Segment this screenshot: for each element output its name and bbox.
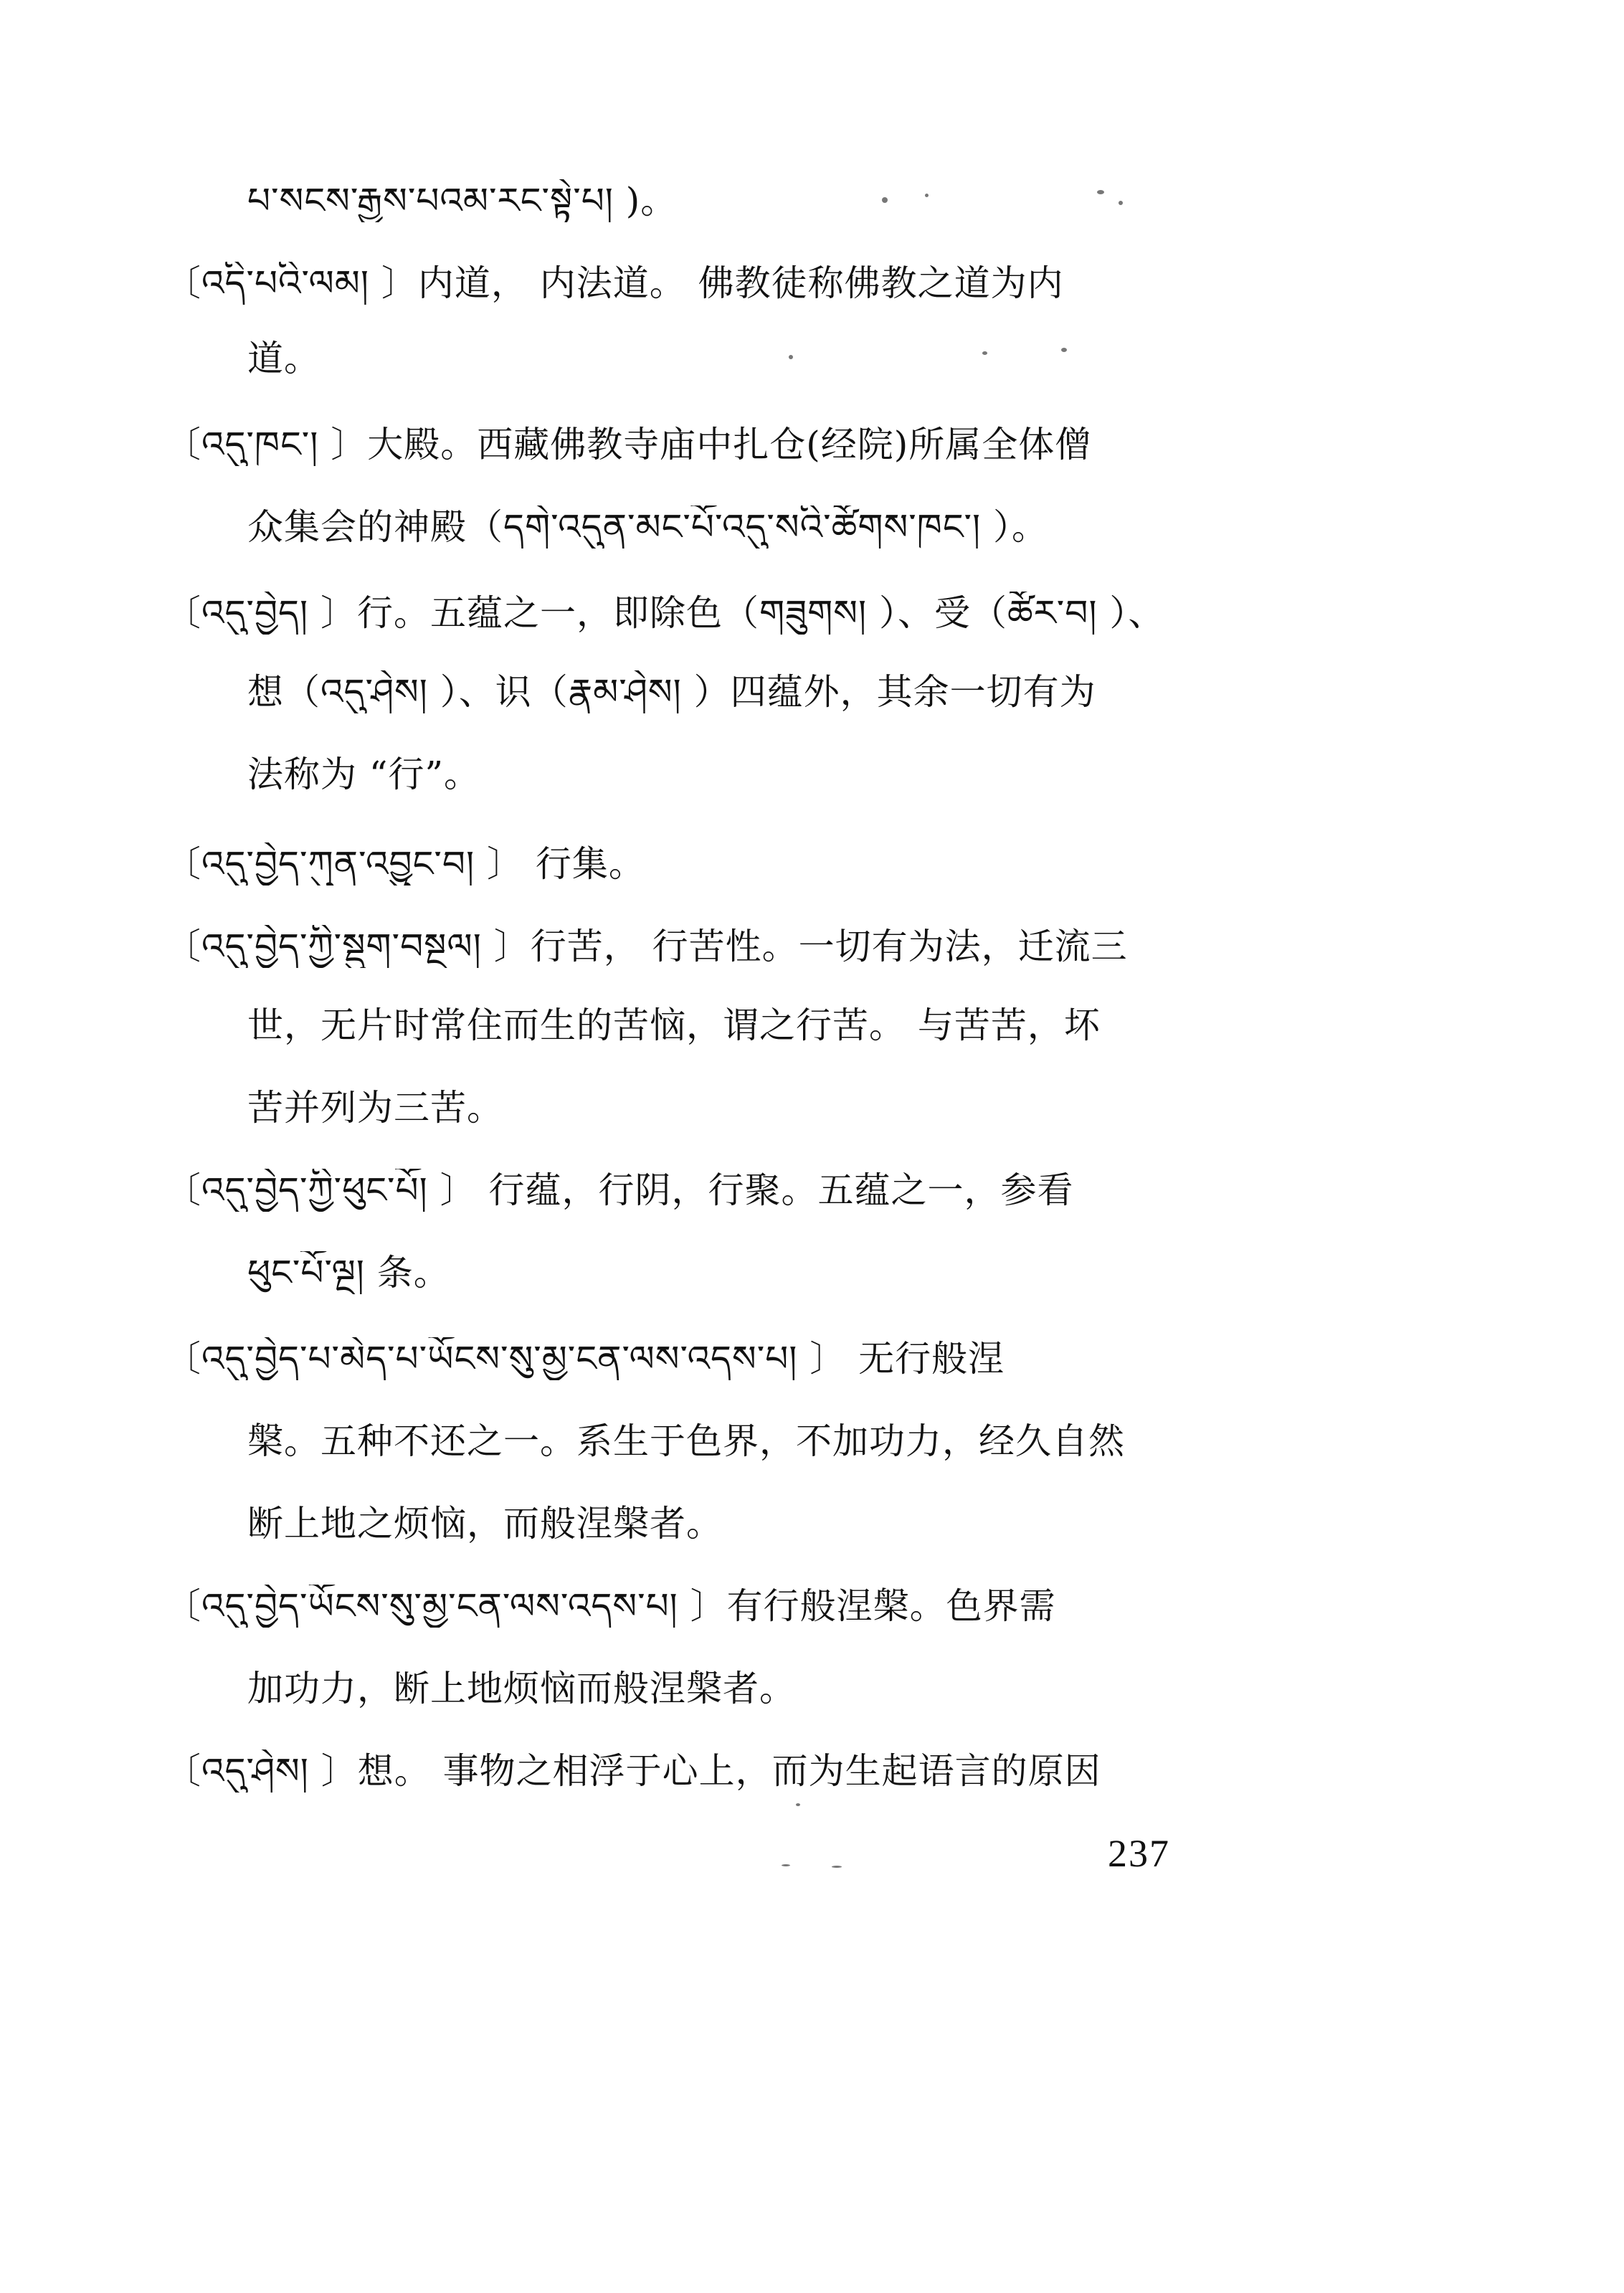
entry-line: ཕུང་པོ་ལྔ། 条。 <box>247 1252 450 1293</box>
scan-speck <box>832 1866 842 1868</box>
entry-line: 槃。五种不还之一。系生于色界，不加功力，经久自然 <box>247 1420 1125 1462</box>
scan-speck <box>796 1803 800 1806</box>
entry-line: 〔འདུ་བྱེད་ཀུན་འབྱུང་བ། 〕 行集。 <box>165 843 645 885</box>
entry-line: 法称为 “行”。 <box>247 754 481 795</box>
entry-line: 苦并列为三苦。 <box>247 1087 503 1129</box>
entry-line: 世，无片时常住而生的苦恼，谓之行苦。 与苦苦，坏 <box>247 1005 1101 1046</box>
entry-line: 〔འདུ་ཤེས། 〕想。 事物之相浮于心上，而为生起语言的原因 <box>165 1750 1101 1792</box>
entry-line: 〔འདུ་བྱེད་ཡོངས་སུ་མྱ་ངན་ལས་འདས་པ། 〕有行般涅槃。色界需 <box>165 1585 1056 1627</box>
entry-line: 〔འདུ་བྱེད་ཀྱི་ཕུང་པོ། 〕 行蕴，行阴，行聚。五蕴之一，参看 <box>165 1169 1074 1211</box>
scan-speck <box>782 1864 790 1866</box>
entry-line: 断上地之烦恼，而般涅槃者。 <box>247 1503 723 1544</box>
page-number: 237 <box>1108 1832 1170 1875</box>
entry-line: 道。 <box>247 338 320 379</box>
scan-speck <box>882 197 888 203</box>
entry-line: 〔འདུ་བྱེད་ཀྱི་སྡུག་བསྔལ། 〕行苦， 行苦性。一切有为法，迁流三 <box>165 926 1128 967</box>
entry-line: 〔འདུ་བྱེད་པ་མེད་པ་ཡོངས་སུ་མྱ་ངན་ལས་འདས་པ། 〕 无行般涅 <box>165 1338 1005 1380</box>
scan-speck <box>1119 201 1123 205</box>
entry-line: 〔འདུ་ཁང་། 〕大殿。西藏佛教寺庙中扎仓(经院)所属全体僧 <box>165 424 1092 465</box>
entry-line: 加功力，断上地烦恼而般涅槃者。 <box>247 1668 796 1709</box>
entry-line: པ་སངས་རྒྱས་པའམ་རང་སྟེ་པ། )。 <box>247 180 678 222</box>
entry-line: 众集会的神殿（དགེ་འདུན་མང་པོ་འདུ་སའི་ཚོགས་ཁང་། ）。 <box>247 506 1049 548</box>
entry-line: 〔འདི་པའི་ལམ། 〕内道， 内法道。 佛教徒称佛教之道为内 <box>165 262 1064 304</box>
scan-speck <box>982 351 987 355</box>
scan-speck <box>1061 348 1067 352</box>
scan-speck <box>1097 190 1104 194</box>
entry-line: 〔འདུ་བྱེད། 〕行。五蕴之一，即除色（གཟུགས། ）、受（ཚོར་བ། ）、 <box>165 592 1165 634</box>
entry-line: 想（འདུ་ཤེས། ）、识（རྣམ་ཤེས། ）四蕴外，其余一切有为 <box>247 671 1096 713</box>
scan-speck <box>925 194 929 197</box>
scan-speck <box>789 355 793 359</box>
